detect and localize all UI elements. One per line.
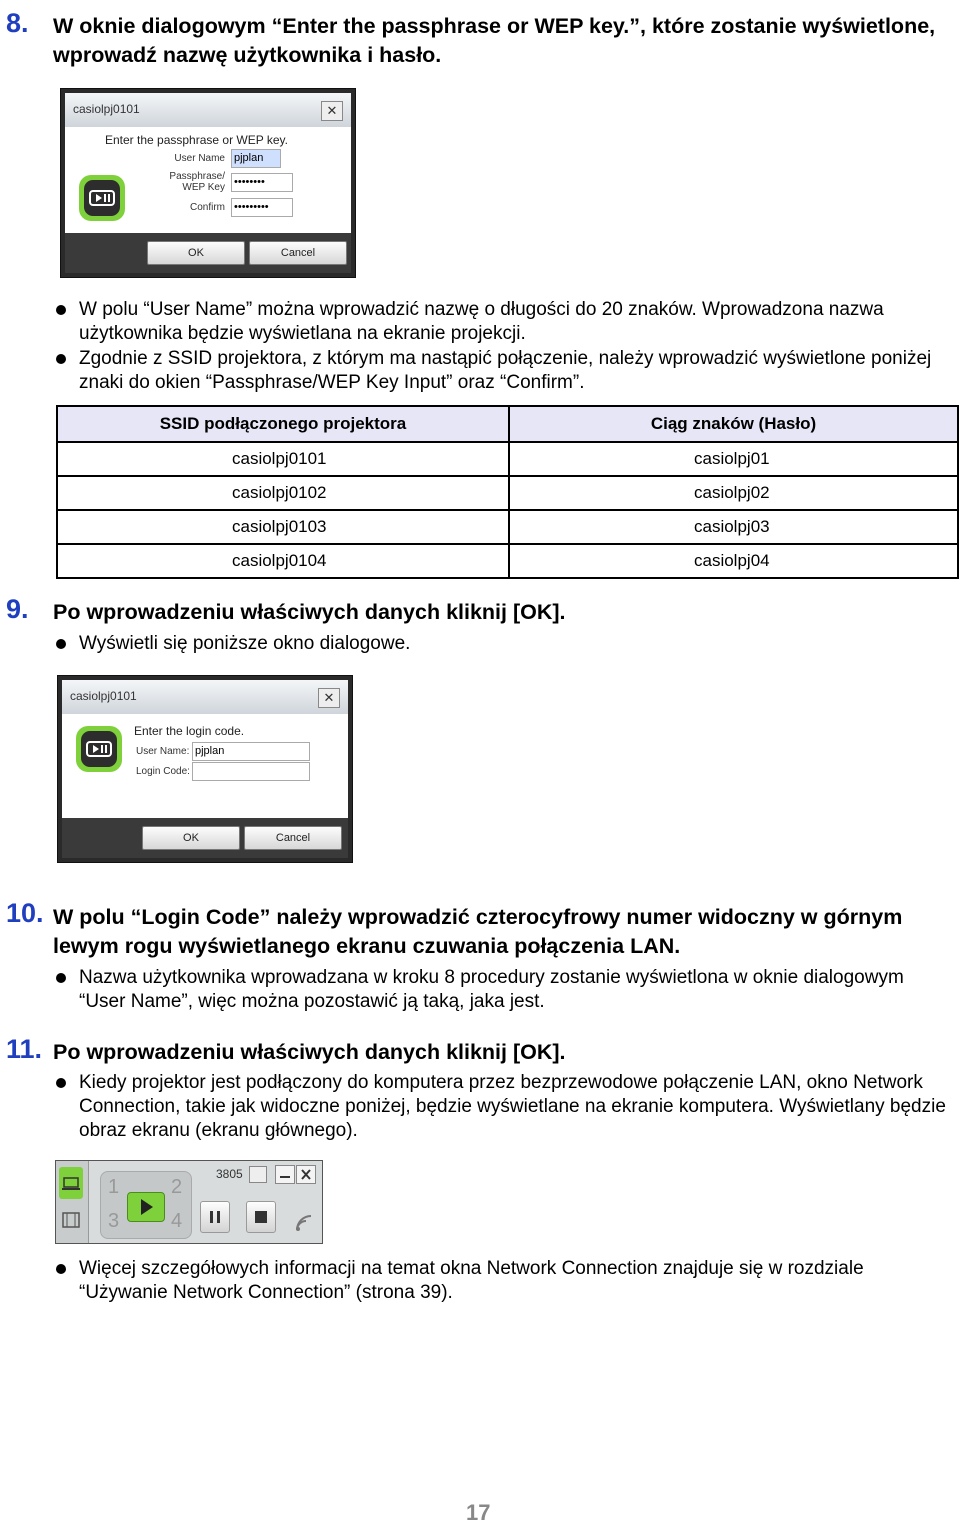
ssid-password-table xyxy=(56,405,959,579)
page-number: 17 xyxy=(466,1500,491,1525)
dialog-button-bar xyxy=(62,818,348,858)
passphrase-dialog xyxy=(60,88,356,278)
step-heading: W polu “Login Code” należy wprowadzić czterocyfrowy numer widoczny w górnym lewym rogu wyświetlanego ekranu czuwania połączenia LAN. xyxy=(53,905,903,958)
laptop-icon[interactable] xyxy=(59,1167,83,1199)
ssid-cell: casiolpj0104 xyxy=(57,544,509,578)
bullet-item: Wyświetli się poniższe okno dialogowe. xyxy=(56,632,951,656)
slot-1[interactable]: 1 xyxy=(108,1176,120,1198)
close-button[interactable]: ✕ xyxy=(321,101,343,121)
password-cell: casiolpj04 xyxy=(509,544,958,578)
projector-app-icon xyxy=(79,175,125,221)
user-name-input[interactable]: pjplan xyxy=(192,742,310,761)
user-name-label: User Name: xyxy=(136,746,190,757)
column-header-ssid: SSID podłączonego projektora xyxy=(57,406,509,442)
slot-4[interactable]: 4 xyxy=(171,1210,183,1232)
login-code-display: 3805 xyxy=(216,1167,243,1181)
bullet-item: Zgodnie z SSID projektora, z którym ma nastąpić połączenie, należy wprowadzić wyświetlone poniżej znaki do okien “Passphrase/WEP Key Input” oraz “Confirm”. xyxy=(56,347,951,395)
ssid-cell: casiolpj0101 xyxy=(57,442,509,476)
bullet-item: W polu “User Name” można wprowadzić nazwę o długości do 20 znaków. Wprowadzona nazwa użytkownika będzie wyświetlana na ekranie projekcji. xyxy=(56,298,951,346)
dialog-button-bar xyxy=(65,233,351,273)
menu-icon[interactable] xyxy=(249,1166,267,1183)
step-heading: W oknie dialogowym “Enter the passphrase or WEP key.”, które zostanie wyświetlone, wprowadź nazwę użytkownika i hasło. xyxy=(53,14,936,67)
cancel-button[interactable]: Cancel xyxy=(249,241,347,265)
step-number: 8. xyxy=(6,8,29,38)
dialog-titlebar xyxy=(62,680,348,714)
cancel-button[interactable]: Cancel xyxy=(244,826,342,850)
ssid-cell: casiolpj0103 xyxy=(57,510,509,544)
table-row xyxy=(57,510,958,544)
password-cell: casiolpj02 xyxy=(509,476,958,510)
password-cell: casiolpj03 xyxy=(509,510,958,544)
confirm-label: Confirm xyxy=(189,202,225,213)
dialog-title: casiolpj0101 xyxy=(73,102,140,116)
column-header-password: Ciąg znaków (Hasło) xyxy=(509,406,958,442)
user-name-label: User Name xyxy=(174,153,225,164)
pause-button[interactable] xyxy=(200,1201,230,1233)
bullet-item: Więcej szczegółowych informacji na temat okna Network Connection znajduje się w rozdziale “Używanie Network Connection” (strona 39). xyxy=(56,1257,951,1305)
login-code-input[interactable] xyxy=(192,762,310,781)
table-row xyxy=(57,476,958,510)
close-icon[interactable] xyxy=(296,1165,316,1184)
table-row xyxy=(57,442,958,476)
stop-button[interactable] xyxy=(246,1201,276,1233)
step-number: 10. xyxy=(6,898,44,928)
bullet-icon xyxy=(56,639,66,649)
confirm-input[interactable]: ••••••••• xyxy=(231,198,293,217)
slot-selector xyxy=(100,1171,192,1239)
minimize-icon[interactable] xyxy=(275,1165,295,1184)
dialog-title: casiolpj0101 xyxy=(70,689,137,703)
dialog-prompt: Enter the login code. xyxy=(134,724,245,738)
slot-2[interactable]: 2 xyxy=(171,1176,183,1198)
film-icon[interactable] xyxy=(61,1211,81,1229)
bullet-icon xyxy=(56,1264,66,1274)
close-button[interactable]: ✕ xyxy=(318,688,340,708)
ssid-cell: casiolpj0102 xyxy=(57,476,509,510)
step-heading: Po wprowadzeniu właściwych danych kliknij [OK]. xyxy=(53,600,566,624)
bullet-icon xyxy=(56,1078,66,1088)
nc-side-panel xyxy=(56,1161,89,1243)
projector-app-icon xyxy=(76,726,122,772)
bullet-icon xyxy=(56,973,66,983)
dialog-prompt: Enter the passphrase or WEP key. xyxy=(105,133,288,147)
signal-icon xyxy=(294,1213,314,1233)
login-code-dialog xyxy=(57,675,353,863)
table-header-row xyxy=(57,406,958,442)
ok-button[interactable]: OK xyxy=(142,826,240,850)
bullet-icon xyxy=(56,354,66,364)
user-name-input[interactable]: pjplan xyxy=(231,149,281,168)
slot-3[interactable]: 3 xyxy=(108,1210,120,1232)
dialog-titlebar xyxy=(65,93,351,127)
passphrase-input[interactable]: •••••••• xyxy=(231,173,293,192)
bullet-icon xyxy=(56,305,66,315)
play-button[interactable] xyxy=(127,1192,165,1222)
step-number: 11. xyxy=(6,1034,43,1064)
bullet-item: Nazwa użytkownika wprowadzana w kroku 8 procedury zostanie wyświetlona w oknie dialogowym “User Name”, więc można pozostawić ją taką, jaka jest. xyxy=(56,966,951,1014)
passphrase-label: Passphrase/ WEP Key xyxy=(169,171,225,193)
step-heading: Po wprowadzeniu właściwych danych kliknij [OK]. xyxy=(53,1040,566,1064)
login-code-label: Login Code: xyxy=(136,766,190,777)
step-number: 9. xyxy=(6,594,29,624)
network-connection-window xyxy=(55,1160,323,1244)
table-row xyxy=(57,544,958,578)
bullet-item: Kiedy projektor jest podłączony do komputera przez bezprzewodowe połączenie LAN, okno Network Connection, takie jak widoczne poniżej, będzie wyświetlane na ekranie komputera. Wyświetlany będzie obraz ekranu (ekranu głównego). xyxy=(56,1071,951,1143)
password-cell: casiolpj01 xyxy=(509,442,958,476)
ok-button[interactable]: OK xyxy=(147,241,245,265)
